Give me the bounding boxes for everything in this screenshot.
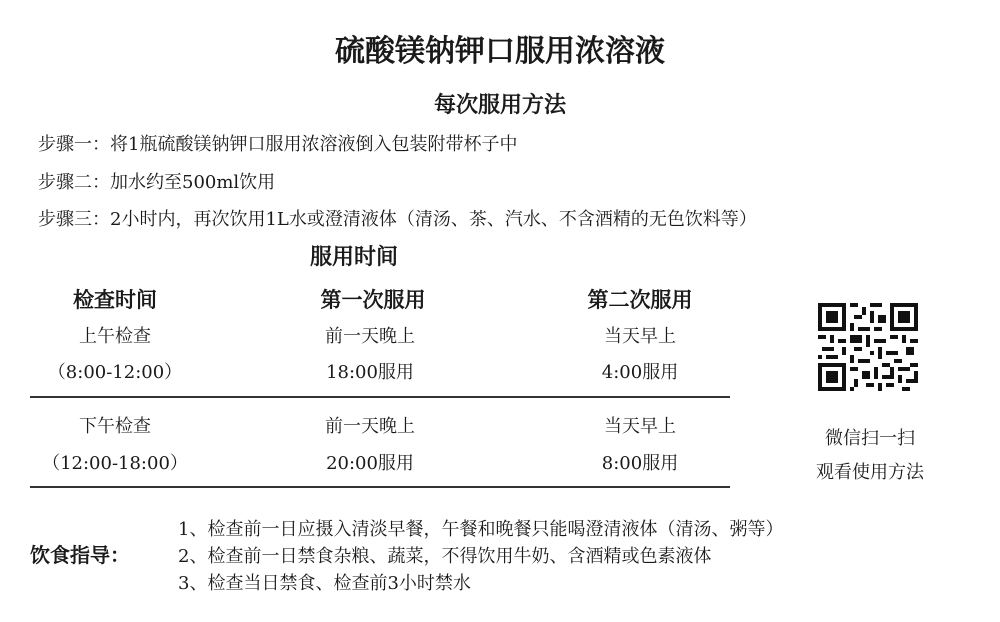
- document-title: 硫酸镁钠钾口服用浓溶液: [335, 34, 665, 69]
- row2-second-day: 当天早上: [604, 416, 676, 437]
- column-header-second-dose: 第二次服用: [587, 288, 693, 312]
- row1-second-time: 4:00服用: [601, 362, 679, 383]
- diet-item-3: 3、检查当日禁食、检查前3小时禁水: [178, 573, 471, 594]
- diet-guidance-label: 饮食指导：: [30, 543, 130, 567]
- row1-check-label: 上午检查: [79, 326, 151, 347]
- row1-first-time: 18:00服用: [326, 362, 414, 383]
- row2-check-range: （12:00-18:00）: [42, 453, 188, 474]
- row2-first-time: 20:00服用: [326, 453, 414, 474]
- schedule-title: 服用时间: [310, 245, 399, 270]
- row2-first-day: 前一天晚上: [325, 416, 415, 437]
- row1-check-range: （8:00-12:00）: [47, 362, 183, 383]
- column-header-first-dose: 第一次服用: [320, 288, 426, 312]
- row1-first-day: 前一天晚上: [325, 326, 415, 347]
- diet-item-1: 1、检查前一日应摄入清淡早餐，午餐和晚餐只能喝澄清液体（清汤、粥等）: [178, 519, 784, 540]
- step-two: 步骤二：加水约至500ml饮用: [38, 172, 276, 193]
- row1-second-day: 当天早上: [604, 326, 676, 347]
- row-divider: [30, 396, 730, 398]
- row2-check-label: 下午检查: [79, 416, 151, 437]
- step-one: 步骤一：将1瓶硫酸镁钠钾口服用浓溶液倒入包装附带杯子中: [38, 134, 518, 155]
- qr-caption-watch: 观看使用方法: [816, 462, 924, 483]
- row2-second-time: 8:00服用: [601, 453, 679, 474]
- section-title-usage: 每次服用方法: [433, 93, 566, 118]
- column-header-check-time: 检查时间: [73, 288, 157, 312]
- diet-item-2: 2、检查前一日禁食杂粮、蔬菜，不得饮用牛奶、含酒精或色素液体: [178, 546, 712, 567]
- table-bottom-rule: [30, 486, 730, 488]
- step-three: 步骤三：2小时内，再次饮用1L水或澄清液体（清汤、茶、汽水、不含酒精的无色饮料等）: [38, 209, 757, 230]
- qr-code-icon[interactable]: [818, 303, 918, 391]
- qr-caption-scan: 微信扫一扫: [825, 428, 915, 449]
